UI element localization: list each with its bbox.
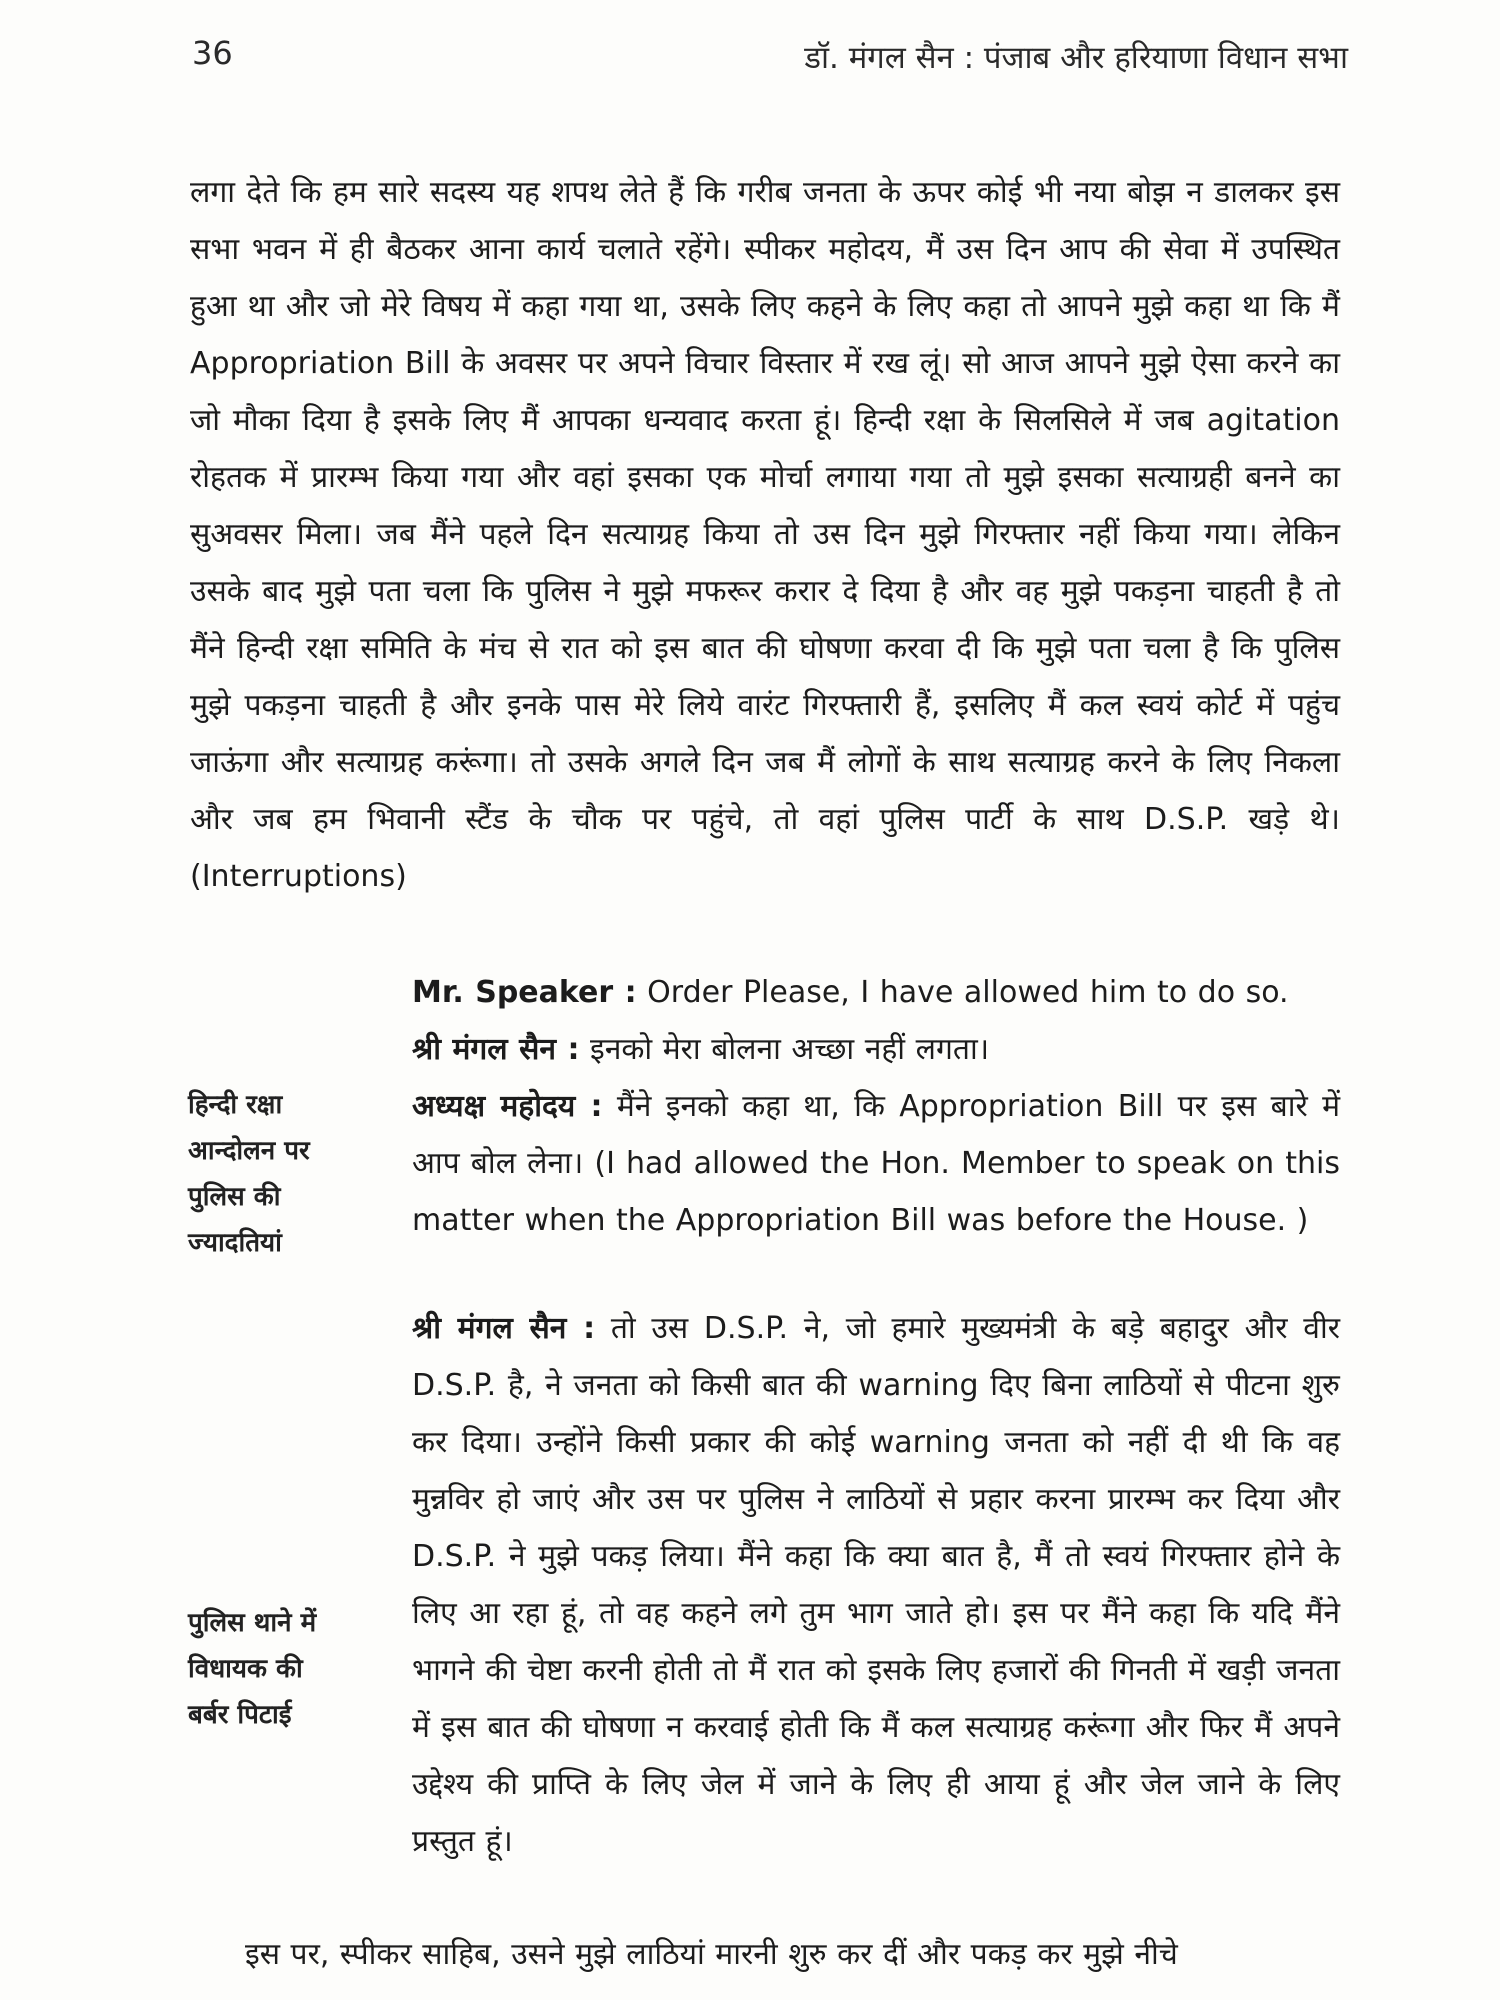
speaker-name: श्री मंगल सैन : (412, 1032, 580, 1067)
margin-note-line: आन्दोलन पर (188, 1136, 310, 1166)
body-last-line: इस पर, स्पीकर साहिब, उसने मुझे लाठियां मारनी शुरु कर दीं और पकड़ कर मुझे नीचे (245, 1937, 1178, 1972)
speaker-name: अध्यक्ष महोदय : (412, 1089, 603, 1124)
speech-speaker-order (412, 964, 1340, 1021)
speech-mangal-sain-reply (412, 1021, 1340, 1078)
speaker-name: Mr. Speaker : (412, 975, 637, 1010)
margin-note-police-excesses (188, 1082, 378, 1266)
margin-note-line: पुलिस थाने में (188, 1608, 317, 1638)
speech-mangal-sain-account (412, 1300, 1340, 1870)
speech-text: मैंने इनको कहा था, कि Appropriation Bill पर इस बारे में आप बोल लेना। (I had allowed the Hon. Member to speak on this matter when the Appropriation Bill was before the House. ) (412, 1089, 1341, 1238)
speaker-name: श्री मंगल सैन : (412, 1311, 596, 1346)
speech-text: तो उस D.S.P. ने, जो हमारे मुख्यमंत्री के बड़े बहादुर और वीर D.S.P. है, ने जनता को किसी बात की warning दिए बिना लाठियों से पीटना शुरु कर दिया। उन्होंने किसी प्रकार की कोई warning जनता को नहीं दी थी कि वह मुन्नविर हो जाएं और उस पर पुलिस ने लाठियों से प्रहार करना प्रारम्भ कर दिया और D.S.P. ने मुझे पकड़ लिया। मैंने कहा कि क्या बात है, मैं तो स्वयं गिरफ्तार होने के लिए आ रहा हूं, तो वह कहने लगे तुम भाग जाते हो। इस पर मैंने कहा कि यदि मैंने भागने की चेष्टा करनी होती तो मैं रात को इसके लिए हजारों की गिनती में खड़ी जनता में इस बात की घोषणा न करवाई होती कि मैं कल सत्याग्रह करूंगा और फिर मैं अपने उद्देश्य की प्राप्ति के लिए जेल में जाने के लिए ही आया हूं और जेल जाने के लिए प्रस्तुत हूं। (412, 1311, 1340, 1859)
margin-note-line: बर्बर पिटाई (188, 1700, 292, 1730)
speech-text: Order Please, I have allowed him to do so. (636, 975, 1289, 1010)
page-number: 36 (192, 34, 233, 72)
speech-text: इनको मेरा बोलना अच्छा नहीं लगता। (579, 1032, 990, 1067)
margin-note-line: पुलिस की (188, 1182, 281, 1212)
margin-note-line: हिन्दी रक्षा (188, 1090, 283, 1120)
margin-note-line: ज्यादतियां (188, 1228, 282, 1258)
speech-adhyaksh (412, 1078, 1340, 1249)
running-head-title: डॉ. मंगल सैन : पंजाब और हरियाणा विधान सभा (804, 40, 1348, 76)
margin-note-line: विधायक की (188, 1654, 303, 1684)
body-paragraph: लगा देते कि हम सारे सदस्य यह शपथ लेते हैं कि गरीब जनता के ऊपर कोई भी नया बोझ न डालकर इस सभा भवन में ही बैठकर आना कार्य चलाते रहेंगे। स्पीकर महोदय, मैं उस दिन आप की सेवा में उपस्थित हुआ था और जो मेरे विषय में कहा गया था, उसके लिए कहने के लिए कहा तो आपने मुझे कहा था कि मैं Appropriation Bill के अवसर पर अपने विचार विस्तार में रख लूं। सो आज आपने मुझे ऐसा करने का जो मौका दिया है इसके लिए मैं आपका धन्यवाद करता हूं। हिन्दी रक्षा के सिलसिले में जब agitation रोहतक में प्रारम्भ किया गया और वहां इसका एक मोर्चा लगाया गया तो मुझे इसका सत्याग्रही बनने का सुअवसर मिला। जब मैंने पहले दिन सत्याग्रह किया तो उस दिन मुझे गिरफ्तार नहीं किया गया। लेकिन उसके बाद मुझे पता चला कि पुलिस ने मुझे मफरूर करार दे दिया है और वह मुझे पकड़ना चाहती है तो मैंने हिन्दी रक्षा समिति के मंच से रात को इस बात की घोषणा करवा दी कि मुझे पता चला है कि पुलिस मुझे पकड़ना चाहती है और इनके पास मेरे लिये वारंट गिरफ्तारी हैं, इसलिए मैं कल स्वयं कोर्ट में पहुंच जाऊंगा और सत्याग्रह करूंगा। तो उसके अगले दिन जब मैं लोगों के साथ सत्याग्रह करने के लिए निकला और जब हम भिवानी स्टैंड के चौक पर पहुंचे, तो वहां पुलिस पार्टी के साथ D.S.P. खड़े थे। (Interruptions) (190, 175, 1340, 894)
margin-note-beating (188, 1600, 378, 1738)
